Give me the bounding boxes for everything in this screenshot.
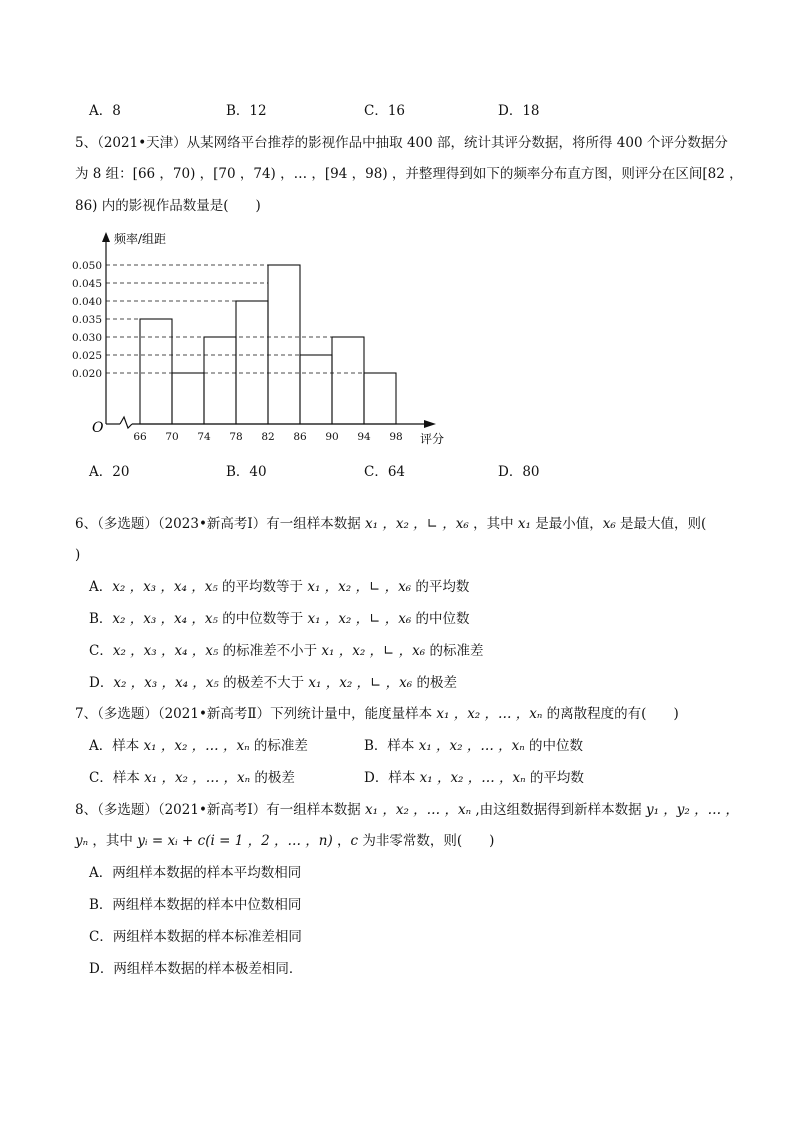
x-axis-break: [120, 417, 132, 428]
q6-min-var: x₁: [517, 516, 531, 532]
histogram-bar-66-70: [140, 319, 172, 424]
q8-stem-line-1: [75, 801, 739, 819]
y-tick-label-0.050: 0.050: [71, 260, 102, 272]
x-tick-label-70: 70: [165, 431, 179, 443]
q7-option-d: [364, 769, 584, 787]
q7-option-c-label: C．样本: [89, 770, 145, 786]
q4-option-b: B．12: [226, 103, 267, 119]
q5-stem-line-3: 86) 内的影视作品数量是( ): [75, 198, 261, 214]
q5-stem-line-2: 为 8 组：[66 ，70) ，[70 ，74) ，… ，[94 ，98) ，并整理得到如下的频率分布直方图，则评分在区间[82 ，: [75, 166, 743, 182]
q5-option-c: C．64: [364, 464, 406, 480]
q6-option-c-vars2: x₁ ，x₂ ，∟ ，x₆: [321, 643, 426, 659]
q6-option-d-vars: x₂ ，x₃ ，x₄ ，x₅: [113, 675, 219, 691]
q5-option-d: D．80: [498, 464, 540, 480]
q8-line2-text1: ，其中: [88, 833, 138, 849]
q7-option-c: [89, 769, 295, 787]
q7-option-b-text: 的中位数: [524, 738, 584, 754]
q4-option-c: C．16: [364, 103, 406, 119]
q6-option-d-label: D．: [89, 675, 114, 691]
q7-option-b: [364, 737, 583, 755]
x-axis-arrow: [424, 420, 436, 428]
q6-option-a: [89, 578, 469, 596]
q6-option-c-label: C．: [89, 643, 113, 659]
x-tick-label-90: 90: [325, 431, 339, 443]
q6-option-a-vars: x₂ ，x₃ ，x₄ ，x₅: [112, 579, 218, 595]
q6-option-d-vars2: x₁ ，x₂ ，∟ ，x₆: [308, 675, 413, 691]
q6-option-a-text2: 的平均数: [411, 579, 470, 595]
q6-prefix: 6、（多选题）（2023•新高考Ⅰ）有一组样本数据: [75, 516, 366, 532]
histogram-bars: [140, 265, 396, 424]
q8-formula: yᵢ = xᵢ + c(i = 1 ，2 ，… ，n): [137, 833, 333, 849]
q6-option-b-vars: x₂ ，x₃ ，x₄ ，x₅: [112, 611, 218, 627]
q6-option-b-label: B．: [89, 611, 113, 627]
q4-option-a: A．8: [89, 103, 121, 119]
histogram-bar-86-90: [300, 355, 332, 424]
q8-c-var: c: [350, 833, 359, 849]
q6-sequence: x₁ ，x₂ ，∟ ，x₆: [365, 516, 469, 532]
q8-option-d: D．两组样本数据的样本极差相同．: [89, 961, 303, 977]
q8-stem-line-2: [75, 832, 494, 850]
q5-option-a: A．20: [89, 464, 130, 480]
q8-vars: x₁ ，x₂ ，… ，xₙ: [365, 802, 472, 818]
q7-option-c-vars: x₁ ，x₂ ，… ，xₙ: [144, 770, 251, 786]
q6-option-d-text2: 的极差: [412, 675, 457, 691]
q8-line2-text2: ，: [332, 833, 351, 849]
q8-line2-text3: 为非零常数，则( ): [358, 833, 495, 849]
q5-stem-line-1: 5、（2021•天津）从某网络平台推荐的影视作品中抽取 400 部，统计其评分数据，将所得 400 个评分数据分: [75, 135, 728, 151]
histogram-bar-94-98: [364, 373, 396, 424]
y-axis-arrow: [102, 232, 110, 242]
q7-prefix: 7、（多选题）（2021•新高考Ⅱ）下列统计量中，能度量样本: [75, 706, 437, 722]
x-tick-label-74: 74: [197, 431, 211, 443]
q6-option-d: [89, 674, 457, 692]
q8-option-c: C．两组样本数据的样本标准差相同: [89, 929, 302, 945]
y-axis-label: 频率/组距: [114, 232, 167, 246]
histogram-y-tick-labels: [72, 260, 102, 380]
x-axis-label: 评分: [420, 432, 445, 446]
q8-line2-var: yₙ: [75, 833, 89, 849]
q6-option-a-label: A．: [89, 579, 113, 595]
q6-max-text: 是最大值，则(: [615, 516, 707, 532]
histogram-axes: [102, 232, 436, 428]
y-tick-label-0.030: 0.030: [71, 332, 102, 344]
q5-option-b: B．40: [226, 464, 267, 480]
q6-option-a-vars2: x₁ ，x₂ ，∟ ，x₆: [307, 579, 412, 595]
q6-min-text: 是最小值，: [530, 516, 603, 532]
q7-option-a-label: A．样本: [89, 738, 144, 754]
y-tick-label-0.020: 0.020: [71, 368, 102, 380]
histogram-bar-70-74: [172, 373, 204, 424]
x-tick-label-82: 82: [261, 431, 275, 443]
q7-option-b-label: B．样本: [364, 738, 419, 754]
q6-stem-line-1: [75, 515, 706, 533]
q8-option-a: A．两组样本数据的样本平均数相同: [89, 865, 302, 881]
y-tick-label-0.025: 0.025: [71, 350, 102, 362]
y-tick-label-0.035: 0.035: [71, 314, 102, 326]
q6-option-b-vars2: x₁ ，x₂ ，∟ ，x₆: [307, 611, 412, 627]
q6-stem-line-2: ): [75, 547, 81, 563]
q7-option-a-text: 的标准差: [249, 738, 308, 754]
q6-option-a-text1: 的平均数等于: [217, 579, 308, 595]
q7-option-d-vars: x₁ ，x₂ ，… ，xₙ: [419, 770, 526, 786]
q7-suffix: 的离散程度的有( ): [542, 706, 679, 722]
q6-option-c-text2: 的标准差: [425, 643, 484, 659]
q8-mid: ,由这组数据得到新样本数据: [471, 802, 646, 818]
q7-option-c-text: 的极差: [250, 770, 295, 786]
q6-option-b: [89, 610, 470, 628]
frequency-histogram: [68, 226, 458, 448]
q7-stem: [75, 705, 679, 723]
q7-option-d-label: D．样本: [364, 770, 420, 786]
q6-option-b-text2: 的中位数: [411, 611, 470, 627]
histogram-bar-78-82: [236, 301, 268, 424]
x-tick-label-98: 98: [389, 431, 403, 443]
origin-label: O: [92, 420, 104, 436]
x-tick-label-86: 86: [293, 431, 307, 443]
q7-option-b-vars: x₁ ，x₂ ，… ，xₙ: [418, 738, 525, 754]
q6-option-c-vars: x₂ ，x₃ ，x₄ ，x₅: [112, 643, 219, 659]
q6-option-c: [89, 642, 483, 660]
x-tick-label-66: 66: [133, 431, 147, 443]
histogram-bar-90-94: [332, 337, 364, 424]
q6-option-b-text1: 的中位数等于: [217, 611, 308, 627]
histogram-x-tick-labels: [133, 431, 402, 443]
x-tick-label-94: 94: [357, 431, 371, 443]
q6-mid: ，其中: [468, 516, 518, 532]
q6-option-d-text1: 的极差不大于: [218, 675, 309, 691]
q7-option-a: [89, 737, 308, 755]
histogram-bar-74-78: [204, 337, 236, 424]
q4-option-d: D．18: [498, 103, 540, 119]
q8-option-b: B．两组样本数据的样本中位数相同: [89, 897, 302, 913]
q7-option-d-text: 的平均数: [525, 770, 584, 786]
q7-vars: x₁ ，x₂ ，… ，xₙ: [436, 706, 543, 722]
y-tick-label-0.040: 0.040: [71, 296, 102, 308]
q7-option-a-vars: x₁ ，x₂ ，… ，xₙ: [143, 738, 250, 754]
q6-max-var: x₆: [602, 516, 616, 532]
q8-prefix: 8、（多选题）（2021•新高考Ⅰ）有一组样本数据: [75, 802, 366, 818]
y-tick-label-0.045: 0.045: [71, 278, 102, 290]
histogram-bar-82-86: [268, 265, 300, 424]
x-tick-label-78: 78: [229, 431, 243, 443]
q8-yvars: y₁ ，y₂ ，… ，: [645, 802, 739, 818]
q6-option-c-text1: 的标准差不小于: [218, 643, 322, 659]
